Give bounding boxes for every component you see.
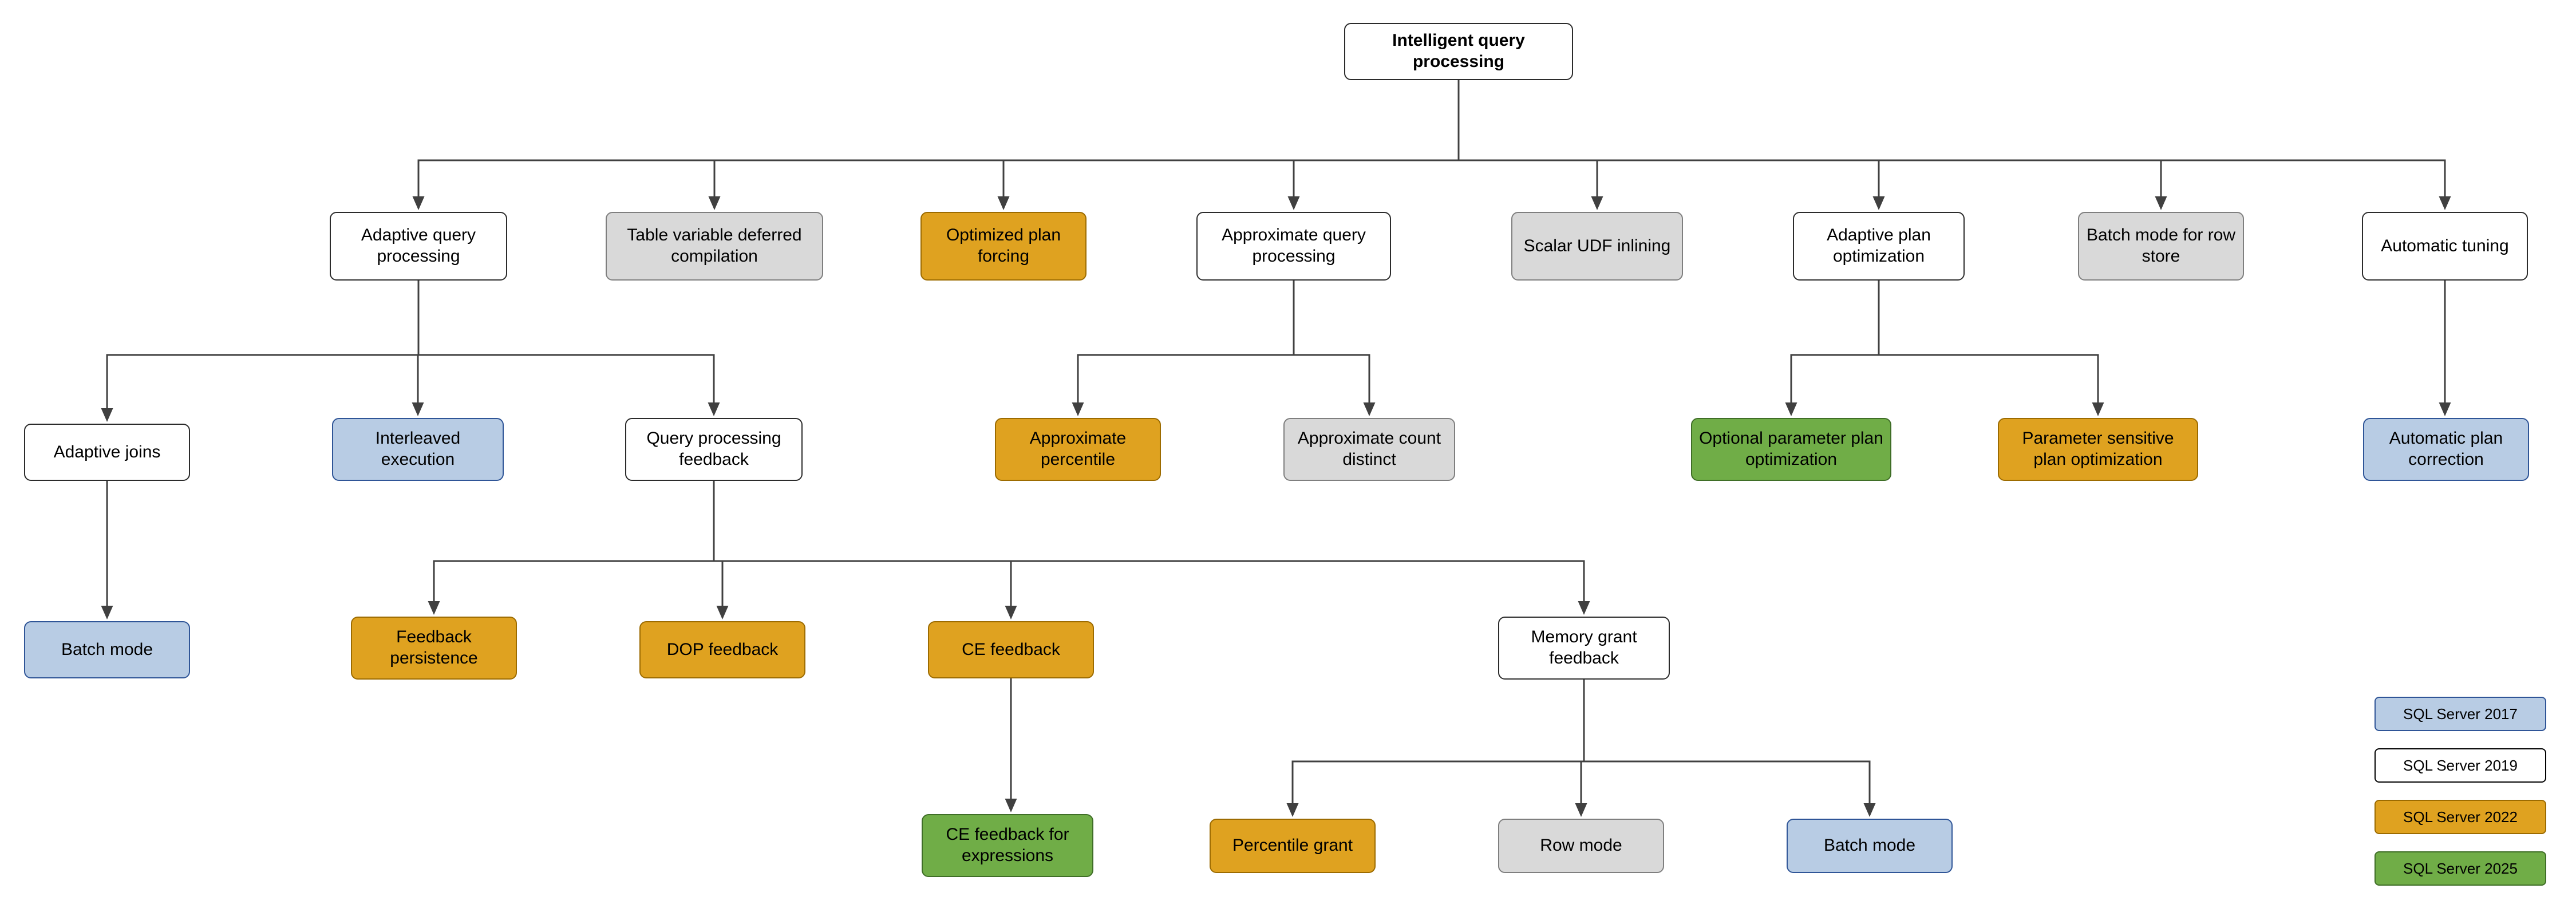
legend-sql-server-2022: [2374, 800, 2546, 834]
node-parameter-sensitive-plan-optimization[interactable]: [1998, 418, 2198, 481]
legend-label: SQL Server 2017: [2403, 705, 2518, 722]
node-optimized-plan-forcing[interactable]: [920, 212, 1086, 281]
node-row-mode[interactable]: [1498, 819, 1664, 873]
legend-label: SQL Server 2022: [2403, 808, 2518, 826]
node-label: Parameter sensitive plan optimization: [2022, 429, 2174, 469]
node-label: Optimized plan forcing: [946, 226, 1061, 266]
node-approximate-query-processing[interactable]: [1196, 212, 1391, 281]
node-batch-mode[interactable]: [24, 621, 190, 678]
node-dop-feedback[interactable]: [639, 621, 805, 678]
legend-sql-server-2019: [2374, 748, 2546, 783]
node-label: Optional parameter plan optimization: [1699, 429, 1883, 469]
node-scalar-udf-inlining[interactable]: [1511, 212, 1683, 281]
node-interleaved-execution[interactable]: [332, 418, 504, 481]
node-label: Table variable deferred compilation: [627, 226, 802, 266]
legend-sql-server-2017: [2374, 697, 2546, 731]
node-label: Scalar UDF inlining: [1523, 236, 1671, 255]
node-label: Batch mode for row store: [2086, 226, 2236, 266]
node-label: Adaptive query processing: [361, 226, 476, 266]
node-intelligent-query-processing[interactable]: [1344, 23, 1573, 80]
legend-label: SQL Server 2025: [2403, 859, 2518, 877]
node-label: Batch mode: [1823, 836, 1916, 855]
node-approximate-count-distinct[interactable]: [1283, 418, 1455, 481]
node-query-processing-feedback[interactable]: [625, 418, 803, 481]
node-label: CE feedback: [962, 639, 1060, 659]
node-feedback-persistence[interactable]: [351, 617, 517, 680]
node-ce-feedback-for-expressions[interactable]: [922, 814, 1093, 877]
node-batch-mode-for-row-store[interactable]: [2078, 212, 2244, 281]
node-label: Intelligent query processing: [1392, 31, 1525, 71]
node-label: Approximate percentile: [1029, 429, 1127, 469]
node-label: Automatic tuning: [2381, 236, 2509, 255]
node-automatic-plan-correction[interactable]: [2363, 418, 2529, 481]
node-optional-parameter-plan-optimization[interactable]: [1691, 418, 1891, 481]
node-label: Feedback persistence: [390, 627, 478, 668]
node-label: Automatic plan correction: [2389, 429, 2503, 469]
node-batch-mode-memory-grant[interactable]: [1787, 819, 1953, 873]
node-label: Adaptive plan optimization: [1827, 226, 1931, 266]
node-adaptive-query-processing[interactable]: [330, 212, 507, 281]
node-label: Approximate query processing: [1222, 226, 1366, 266]
node-label: Row mode: [1540, 836, 1622, 855]
legend-label: SQL Server 2019: [2403, 756, 2518, 774]
node-adaptive-plan-optimization[interactable]: [1793, 212, 1965, 281]
node-adaptive-joins[interactable]: [24, 424, 190, 481]
node-table-variable-deferred-compilation[interactable]: [606, 212, 823, 281]
node-label: Query processing feedback: [646, 429, 781, 469]
node-label: Batch mode: [61, 639, 153, 659]
node-percentile-grant[interactable]: [1210, 819, 1376, 873]
node-label: CE feedback for expressions: [946, 825, 1069, 865]
node-label: DOP feedback: [666, 639, 779, 659]
node-label: Approximate count distinct: [1297, 429, 1441, 469]
node-automatic-tuning[interactable]: [2362, 212, 2528, 281]
node-memory-grant-feedback[interactable]: [1498, 617, 1670, 680]
legend-sql-server-2025: [2374, 851, 2546, 886]
node-label: Memory grant feedback: [1531, 627, 1637, 668]
node-label: Adaptive joins: [53, 442, 161, 461]
node-ce-feedback[interactable]: [928, 621, 1094, 678]
node-label: Percentile grant: [1232, 836, 1353, 855]
node-approximate-percentile[interactable]: [995, 418, 1161, 481]
node-label: Interleaved execution: [375, 429, 461, 469]
